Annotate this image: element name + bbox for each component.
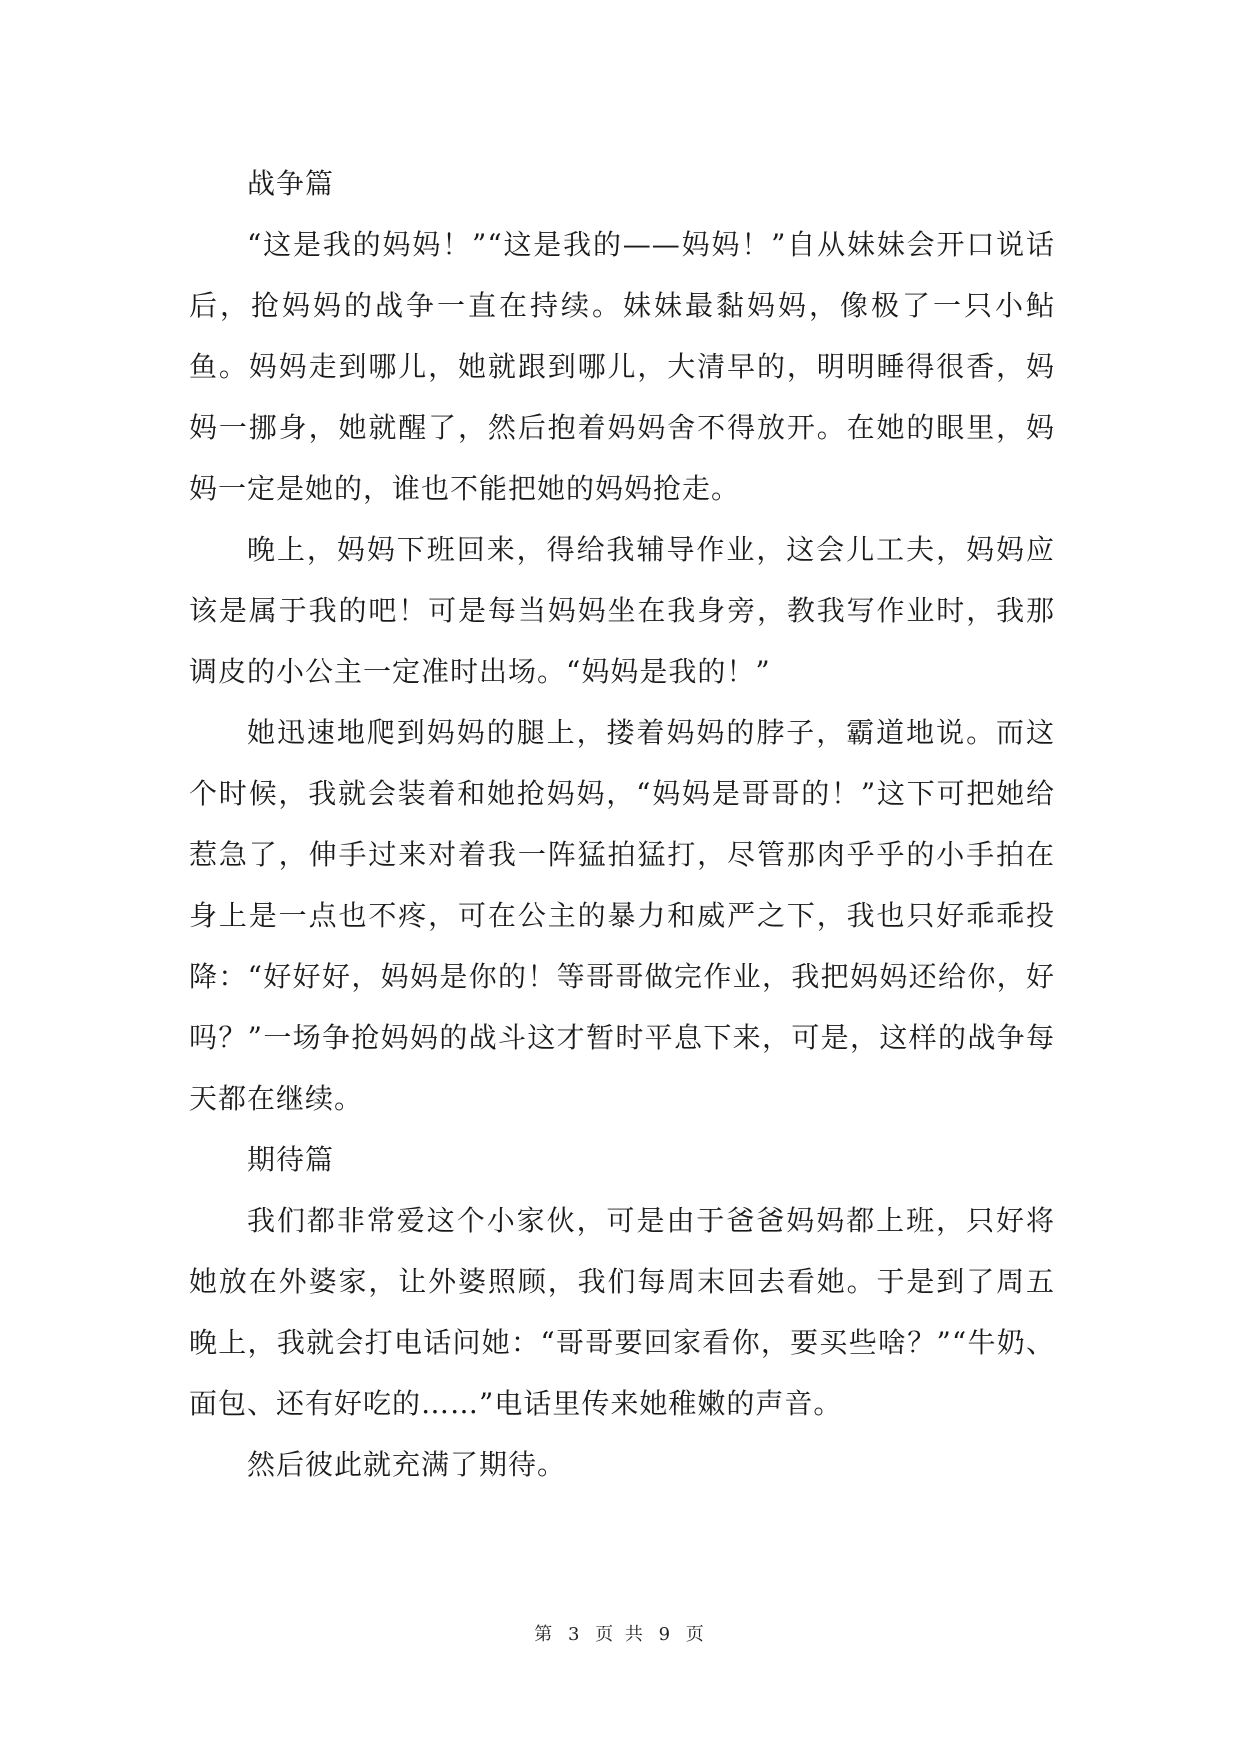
document-body — [189, 153, 1055, 1495]
paragraph: 她迅速地爬到妈妈的腿上，搂着妈妈的脖子，霸道地说。而这个时候，我就会装着和她抢妈妈，“妈妈是哥哥的！”这下可把她给惹急了，伸手过来对着我一阵猛拍猛打，尽管那肉乎乎的小手拍在身上是一点也不疼，可在公主的暴力和威严之下，我也只好乖乖投降：“好好好，妈妈是你的！等哥哥做完作业，我把妈妈还给你，好吗？”一场争抢妈妈的战斗这才暂时平息下来，可是，这样的战争每天都在继续。 — [189, 716, 1055, 1115]
total-page-number: 9 — [658, 1624, 674, 1645]
paragraph: “这是我的妈妈！”“这是我的——妈妈！”自从妹妹会开口说话后，抢妈妈的战争一直在持续。妹妹最黏妈妈，像极了一只小鲇鱼。妈妈走到哪儿，她就跟到哪儿，大清早的，明明睡得很香，妈妈一挪身，她就醒了，然后抱着妈妈舍不得放开。在她的眼里，妈妈一定是她的，谁也不能把她的妈妈抢走。 — [189, 228, 1055, 505]
footer-suffix: 页 — [685, 1624, 707, 1645]
section-heading-expectation: 期待篇 — [247, 1143, 335, 1176]
page-footer — [0, 1620, 1241, 1646]
paragraph: 然后彼此就充满了期待。 — [247, 1448, 567, 1481]
paragraph: 我们都非常爱这个小家伙，可是由于爸爸妈妈都上班，只好将她放在外婆家，让外婆照顾，我们每周末回去看她。于是到了周五晚上，我就会打电话问她：“哥哥要回家看你，要买些啥？”“牛奶、面包、还有好吃的……”电话里传来她稚嫩的声音。 — [189, 1204, 1055, 1420]
footer-prefix: 第 — [534, 1624, 556, 1645]
paragraph: 晚上，妈妈下班回来，得给我辅导作业，这会儿工夫，妈妈应该是属于我的吧！可是每当妈妈坐在我身旁，教我写作业时，我那调皮的小公主一定准时出场。“妈妈是我的！” — [189, 533, 1055, 688]
current-page-number: 3 — [567, 1624, 583, 1645]
section-heading-war: 战争篇 — [247, 167, 335, 200]
footer-middle: 页 共 — [595, 1624, 646, 1645]
